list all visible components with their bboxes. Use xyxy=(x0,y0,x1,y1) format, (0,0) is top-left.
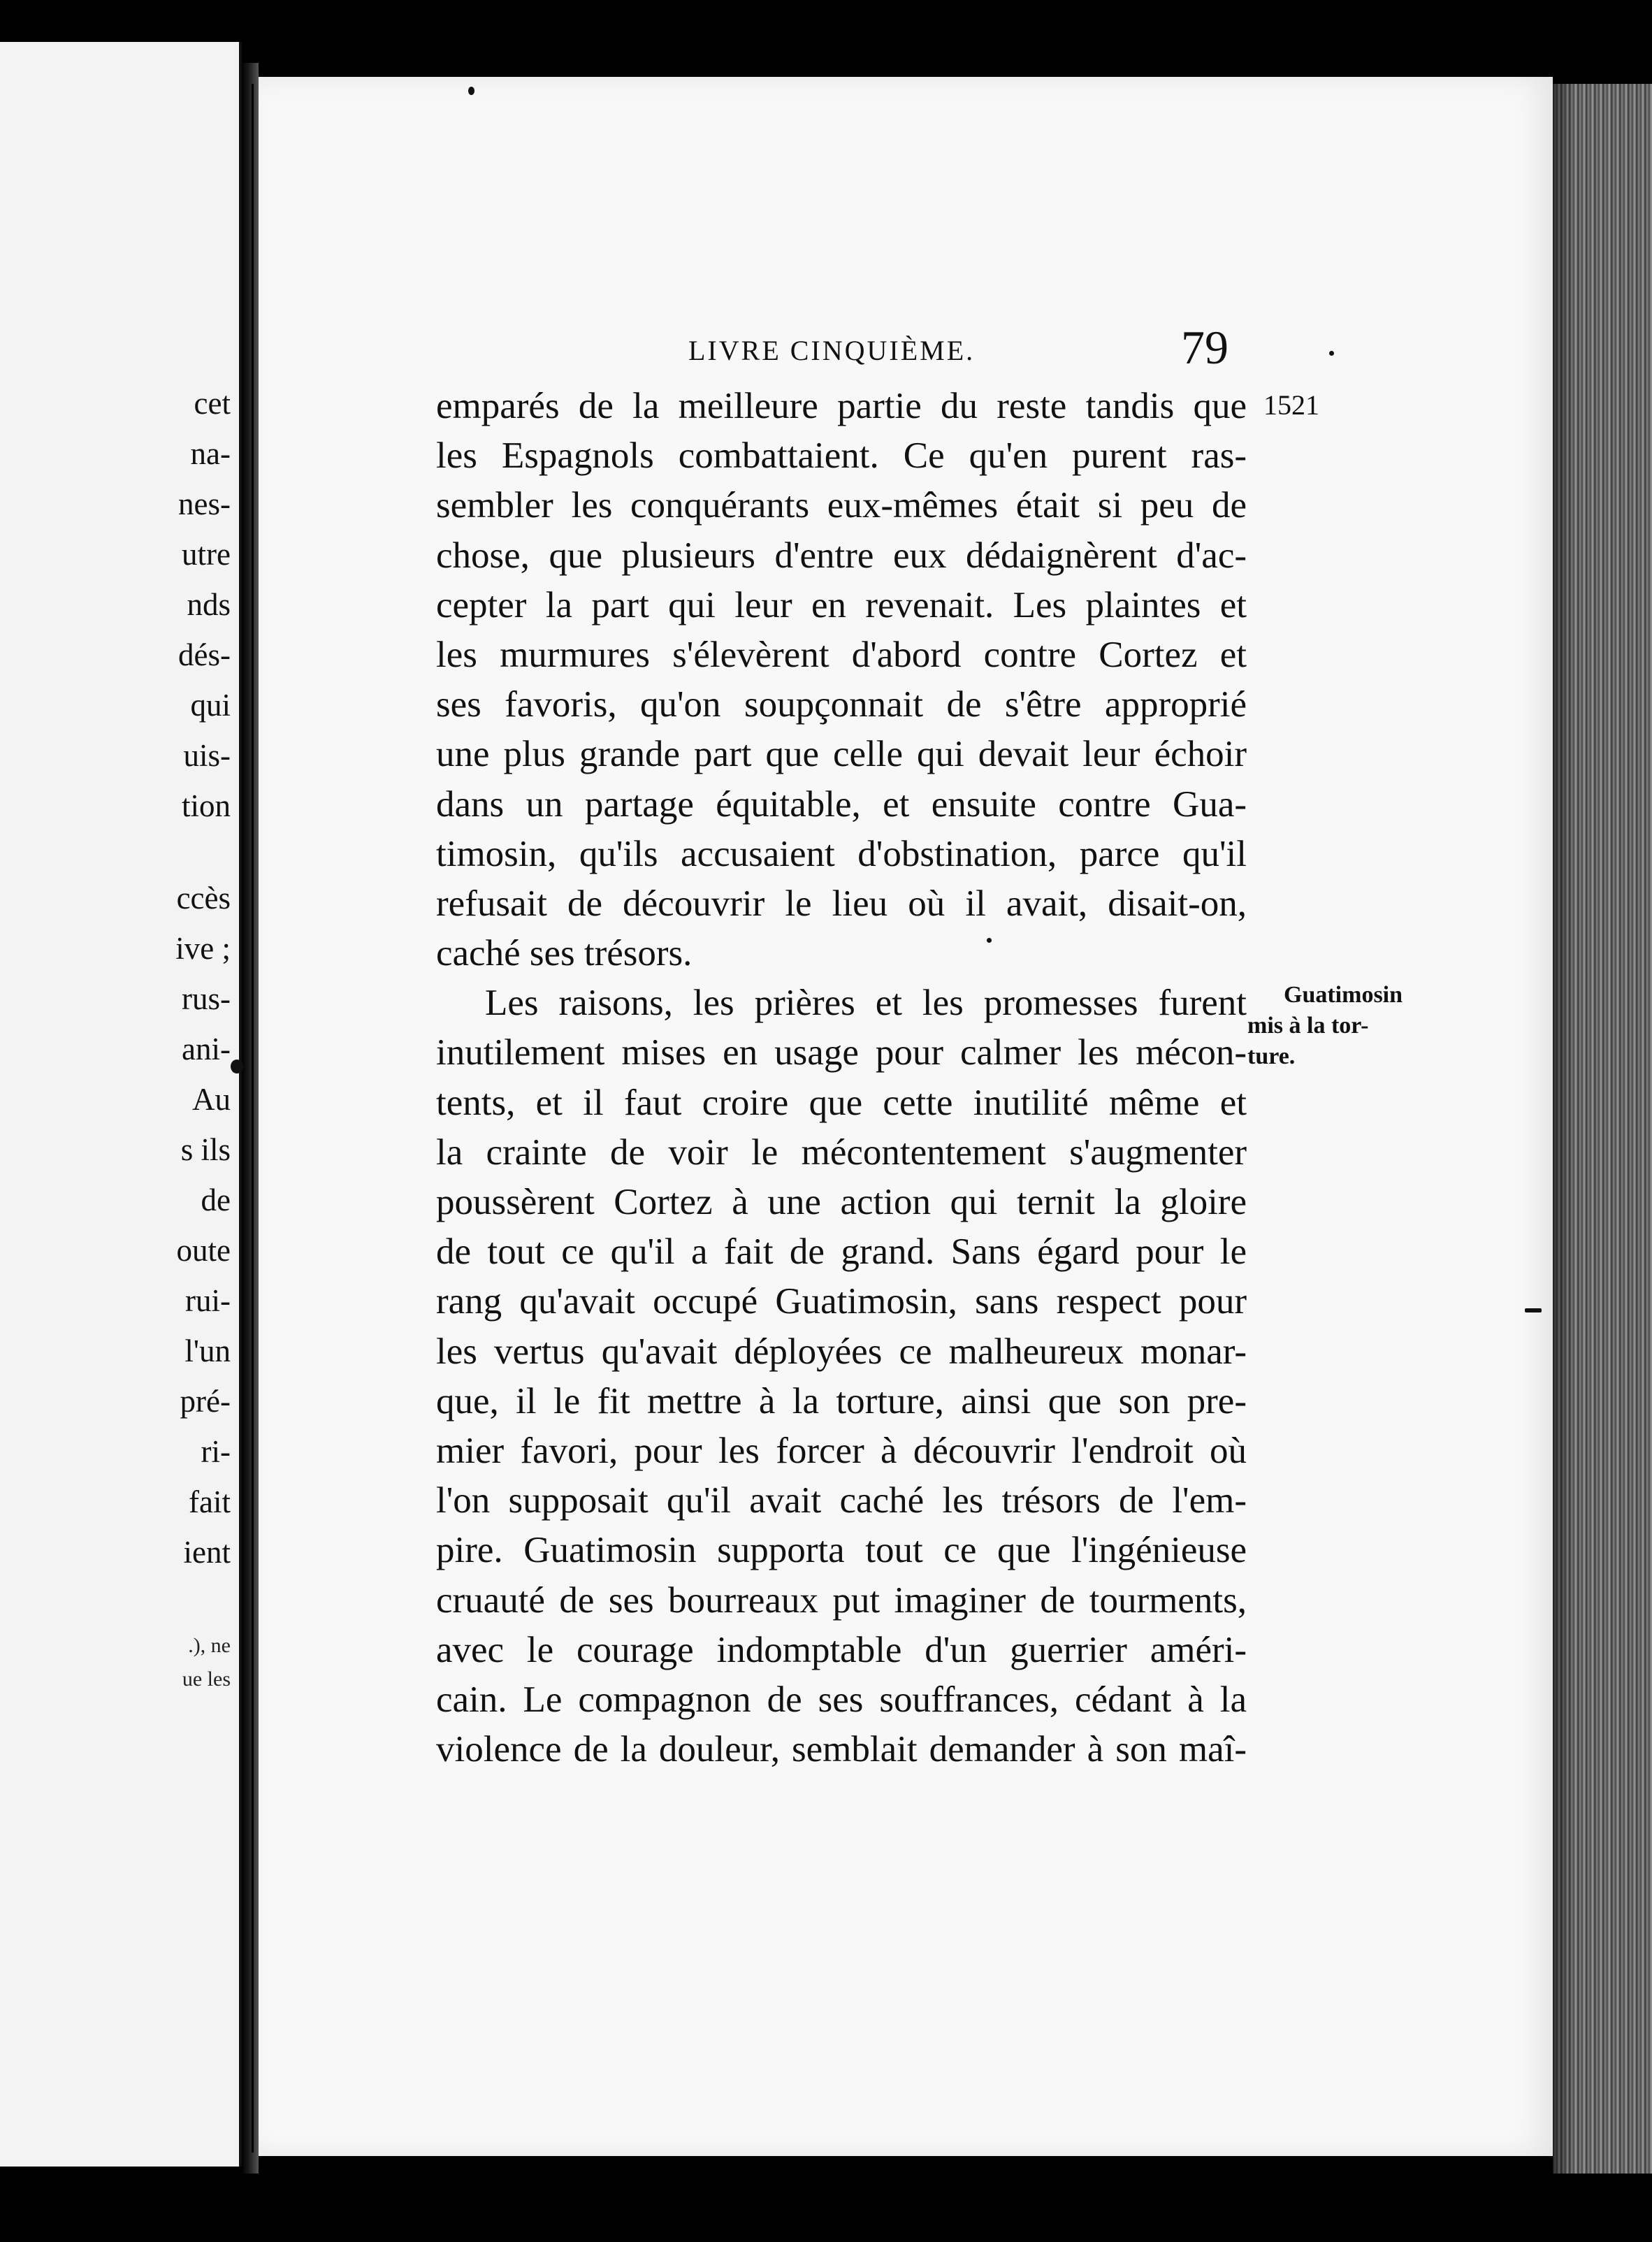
text-line: emparés de la meilleure partie du reste tandis que xyxy=(436,386,1247,426)
text-line: violence de la douleur, semblait demander à son maî- xyxy=(436,1729,1247,1770)
text-line: cain. Le compagnon de ses souffrances, cédant à la xyxy=(436,1679,1247,1720)
left-page-fragment: ccès xyxy=(176,881,231,916)
left-page-fragment: nds xyxy=(187,587,231,622)
text-line: pire. Guatimosin supporta tout ce que l'ingénieuse xyxy=(436,1530,1247,1571)
scan-speck xyxy=(231,1059,243,1073)
text-line: de tout ce qu'il a fait de grand. Sans égard pour le xyxy=(436,1231,1247,1273)
left-page-fragment: nes- xyxy=(178,486,231,521)
left-page-fragment: de xyxy=(201,1183,231,1217)
margin-note-line: ture. xyxy=(1247,1043,1296,1069)
text-line: les murmures s'élevèrent d'abord contre Cortez et xyxy=(436,634,1247,675)
text-line: poussèrent Cortez à une action qui ternit la gloire xyxy=(436,1182,1247,1222)
left-page-fragment: oute xyxy=(176,1233,231,1268)
margin-note-line: mis à la tor- xyxy=(1247,1013,1369,1039)
fore-edge-shadow xyxy=(1553,84,1574,2174)
text-line: les vertus qu'avait déployées ce malheureux monar- xyxy=(436,1331,1247,1372)
margin-note-line: Guatimosin xyxy=(1284,982,1403,1008)
page-number: 79 xyxy=(1181,321,1229,374)
margin-year: 1521 xyxy=(1263,389,1319,421)
text-line: tents, et il faut croire que cette inutilité même et xyxy=(436,1082,1247,1123)
text-line: cepter la part qui leur en revenait. Les plaintes et xyxy=(436,584,1247,625)
scan-speck xyxy=(1329,351,1334,356)
scan-speck xyxy=(987,938,992,943)
scan-speck xyxy=(1525,1308,1542,1312)
text-line: refusait de découvrir le lieu où il avait, disait-on, xyxy=(436,883,1247,924)
left-page-fragment: tion xyxy=(181,788,231,823)
text-line: caché ses trésors. xyxy=(436,933,693,974)
text-line: la crainte de voir le mécontentement s'augmenter xyxy=(436,1131,1247,1173)
left-page-fragment: uis- xyxy=(183,738,231,773)
left-page-fragment: fait xyxy=(189,1484,231,1519)
left-page-fragment: qui xyxy=(190,688,231,723)
left-page-fragment: ive ; xyxy=(175,931,231,966)
left-page-fragment: Au xyxy=(192,1082,231,1117)
left-page-fragment: rus- xyxy=(182,981,231,1016)
left-page-fragment: ani- xyxy=(182,1032,231,1066)
facing-page-fragment xyxy=(0,42,242,2167)
text-line: une plus grande part que celle qui devait leur échoir xyxy=(436,734,1247,775)
text-line: mier favori, pour les forcer à découvrir l'endroit où xyxy=(436,1430,1247,1471)
text-line: rang qu'avait occupé Guatimosin, sans respect pour xyxy=(436,1281,1247,1322)
text-line: dans un partage équitable, et ensuite contre Gua- xyxy=(436,783,1247,825)
body-text xyxy=(436,382,1247,1774)
left-page-fragment: utre xyxy=(182,537,231,572)
text-line: inutilement mises en usage pour calmer les mécon- xyxy=(436,1032,1247,1073)
left-page-fragment: s ils xyxy=(180,1132,231,1167)
running-header-title: LIVRE CINQUIÈME. xyxy=(688,335,976,366)
text-line: Les raisons, les prières et les promesses furent xyxy=(485,983,1247,1024)
left-page-fragment: ri- xyxy=(201,1434,231,1469)
left-page-fragment: ient xyxy=(183,1535,231,1570)
book-gutter xyxy=(242,63,259,2174)
left-page-fragment: cet xyxy=(194,386,231,421)
left-page-fragment: na- xyxy=(190,436,231,471)
gutter-shadow-line xyxy=(252,84,254,2153)
text-line: que, il le fit mettre à la torture, ainsi que son pre- xyxy=(436,1380,1247,1422)
scan-speck xyxy=(468,87,474,95)
text-line: l'on supposait qu'il avait caché les trésors de l'em- xyxy=(436,1480,1247,1521)
text-line: ses favoris, qu'on soupçonnait de s'être approprié xyxy=(436,684,1247,725)
left-page-fragment: rui- xyxy=(185,1283,231,1318)
text-line: sembler les conquérants eux-mêmes était si peu de xyxy=(436,485,1247,526)
left-page-fragment: l'un xyxy=(184,1333,231,1368)
text-line: chose, que plusieurs d'entre eux dédaignèrent d'ac- xyxy=(436,535,1247,576)
text-line: les Espagnols combattaient. Ce qu'en purent ras- xyxy=(436,435,1247,477)
left-page-footnote-fragment: .), ne xyxy=(188,1634,231,1657)
left-page-fragment: pré- xyxy=(180,1384,231,1419)
margin-note xyxy=(1247,980,1408,1072)
left-page-footnote-fragment: ue les xyxy=(182,1668,231,1691)
text-line: timosin, qu'ils accusaient d'obstination, parce qu'il xyxy=(436,833,1247,874)
left-page-fragment: dés- xyxy=(178,637,231,672)
text-line: cruauté de ses bourreaux put imaginer de tourments, xyxy=(436,1579,1247,1621)
text-line: avec le courage indomptable d'un guerrier améri- xyxy=(436,1629,1247,1670)
